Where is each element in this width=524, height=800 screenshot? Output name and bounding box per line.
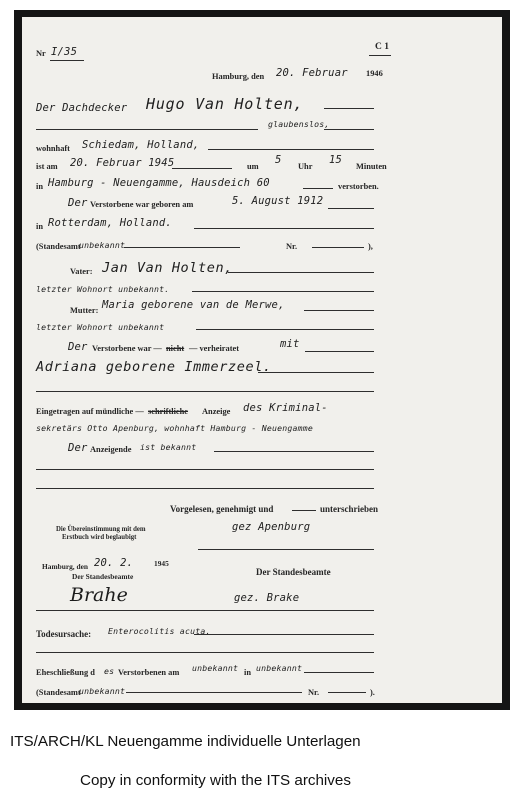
archive-caption: ITS/ARCH/KL Neuengamme individuelle Unterlagen bbox=[10, 733, 361, 750]
hour-value: 5 bbox=[275, 154, 282, 166]
registered-label-a: Eingetragen auf mündliche — bbox=[36, 407, 144, 416]
father-residence: letzter Wohnort unbekannt. bbox=[36, 284, 170, 294]
hour-label: Uhr bbox=[298, 162, 313, 171]
marriage-registry-label: (Standesamt bbox=[36, 688, 81, 697]
married-label-a: Verstorbene war — bbox=[92, 344, 162, 353]
married-label-struck: nicht bbox=[166, 344, 185, 353]
record-number-label: Nr bbox=[36, 49, 46, 58]
cause-label: Todesursache: bbox=[36, 629, 92, 639]
mother-label: Mutter: bbox=[70, 306, 99, 315]
death-place-value: Hamburg - Neuengamme, Hausdeich 60 bbox=[48, 177, 270, 189]
mother-value: Maria geborene van de Merwe, bbox=[102, 299, 285, 311]
father-label: Vater: bbox=[70, 267, 93, 276]
mother-residence: letzter Wohnort unbekannt bbox=[36, 322, 165, 332]
birth-date-value: 5. August 1912 bbox=[232, 195, 324, 207]
certify-official-label: Der Standesbeamte bbox=[72, 572, 134, 581]
certify-place-label: Hamburg, den bbox=[42, 562, 88, 571]
read-label-b: unterschrieben bbox=[320, 504, 378, 514]
record-number: I/35 bbox=[51, 46, 78, 58]
residence-value: Schiedam, Holland, bbox=[82, 139, 200, 151]
religion: glaubenslos, bbox=[268, 119, 330, 129]
married-prefix: Der bbox=[68, 341, 88, 353]
marriage-label-b: Verstorbenen am bbox=[118, 668, 180, 677]
conformity-line-2: Erstbuch wird beglaubigt bbox=[62, 534, 137, 541]
marriage-nr-label: Nr. bbox=[308, 688, 320, 697]
year-printed: 1946 bbox=[366, 69, 383, 78]
death-date-value: 20. Februar 1945 bbox=[70, 157, 175, 169]
form-code: C 1 bbox=[375, 42, 389, 52]
death-place-label: in bbox=[36, 182, 43, 191]
minute-value: 15 bbox=[329, 154, 343, 166]
certify-year: 1945 bbox=[154, 559, 169, 568]
place-date-label: Hamburg, den bbox=[212, 72, 265, 81]
registry-value: unbekannt bbox=[79, 240, 126, 250]
copy-conformity-caption: Copy in conformity with the ITS archives bbox=[80, 772, 351, 789]
marriage-date-value: unbekannt bbox=[192, 663, 239, 673]
informant-line-1: des Kriminal- bbox=[243, 402, 328, 414]
registered-label-struck: schriftliche bbox=[148, 407, 189, 416]
registered-label-b: Anzeige bbox=[202, 407, 231, 416]
official-label-right: Der Standesbeamte bbox=[256, 567, 331, 577]
marriage-label: Eheschließung d bbox=[36, 668, 95, 677]
father-value: Jan Van Holten, bbox=[102, 260, 233, 276]
death-date-label: ist am bbox=[36, 162, 58, 171]
spouse-value: Adriana geborene Immerzeel. bbox=[36, 359, 272, 375]
official-handwritten-signature: Brahe bbox=[70, 584, 128, 606]
birth-place-label: in bbox=[36, 222, 43, 231]
deceased-name: Hugo Van Holten, bbox=[146, 95, 304, 113]
informant-known-label: Anzeigende bbox=[90, 445, 132, 454]
minute-label: Minuten bbox=[356, 162, 387, 171]
read-label-a: Vorgelesen, genehmigt und bbox=[170, 504, 274, 514]
informant-known-prefix: Der bbox=[68, 442, 88, 454]
death-certificate-scan bbox=[22, 17, 502, 703]
registry-label: (Standesamt bbox=[36, 242, 81, 251]
hour-prefix: um bbox=[247, 162, 259, 171]
deceased-title: Der Dachdecker bbox=[36, 102, 128, 114]
signed-informant: gez Apenburg bbox=[232, 521, 311, 533]
married-label-b: — verheiratet bbox=[189, 344, 239, 353]
certify-date-value: 20. 2. bbox=[94, 557, 134, 569]
born-label: Verstorbene war geboren am bbox=[90, 200, 194, 209]
marriage-in-label: in bbox=[244, 668, 251, 677]
informant-known-value: ist bekannt bbox=[140, 442, 197, 452]
married-with: mit bbox=[280, 338, 300, 350]
marriage-registry-close: ). bbox=[370, 688, 375, 697]
conformity-line-1: Die Übereinstimmung mit dem bbox=[56, 526, 146, 533]
registry-nr-label: Nr. bbox=[286, 242, 298, 251]
died-label: verstorben. bbox=[338, 182, 379, 191]
cause-value: Enterocolitis acuta. bbox=[108, 626, 211, 636]
signed-official: gez. Brake bbox=[234, 592, 300, 604]
born-prefix: Der bbox=[68, 197, 88, 209]
residence-label: wohnhaft bbox=[36, 144, 70, 153]
birth-place-value: Rotterdam, Holland. bbox=[48, 217, 172, 229]
marriage-typed-es: es bbox=[104, 666, 115, 676]
marriage-place-value: unbekannt bbox=[256, 663, 303, 673]
registry-close: ), bbox=[368, 242, 373, 251]
informant-line-2: sekretärs Otto Apenburg, wohnhaft Hamburg - Neuengamme bbox=[36, 423, 313, 433]
place-date-value: 20. Februar bbox=[276, 67, 348, 79]
marriage-registry-value: unbekannt bbox=[79, 686, 126, 696]
